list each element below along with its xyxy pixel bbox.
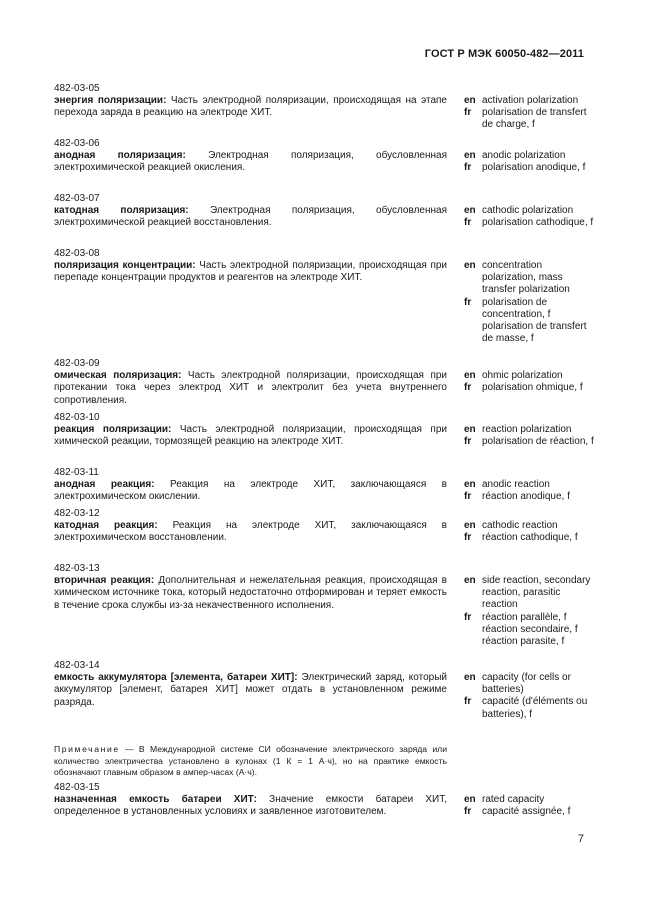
translation-en: cathodic reaction: [482, 520, 558, 531]
translations: [464, 150, 594, 174]
term-name: катодная поляризация:: [54, 205, 189, 217]
lang-code-en: en: [464, 370, 476, 381]
document-header: ГОСТ Р МЭК 60050-482—2011: [424, 48, 584, 60]
term-definition: Электрический заряд, который аккумулятор [элемент, батарея ХИТ] может отдать в установленном режиме разряда.: [54, 672, 447, 708]
note-paragraph: [54, 744, 447, 779]
term-name: омическая поляризация:: [54, 370, 182, 382]
translations: [464, 794, 594, 818]
translations: [464, 575, 594, 648]
term-code: 482-03-15: [54, 782, 100, 793]
translation-fr: capacité assignée, f: [482, 806, 571, 818]
translations: [464, 672, 594, 721]
term-definition: Дополнительная и нежелательная реакция, происходящая в химическом источнике тока, который недостаточно отформирован и теряет емкость в течение срока службы из-за некачественного исполнения.: [54, 575, 447, 611]
translation-fr: réaction parallèle, f réaction secondaire, f réaction parasite, f: [482, 611, 578, 648]
lang-code-en: en: [464, 575, 476, 586]
term-definition: Часть электродной поляризации, происходящая на этапе перехода заряда в реакцию на электроде ХИТ.: [54, 95, 447, 119]
translation-en: reaction polarization: [482, 424, 572, 435]
term-definition: Часть электродной поляризации, происходящая при перепаде концентрации продуктов и реагентов на электроде ХИТ.: [54, 260, 448, 284]
term-code: 482-03-14: [54, 660, 100, 671]
term-definition-block: [54, 248, 447, 285]
lang-code-en: en: [464, 205, 476, 216]
lang-code-fr: fr: [464, 611, 472, 623]
translation-en: ohmic polarization: [482, 370, 563, 381]
term-definition-block: [54, 138, 447, 175]
term-definition-block: [54, 467, 447, 504]
term-code: 482-03-09: [54, 358, 100, 369]
term-name: анодная реакция:: [54, 479, 155, 491]
lang-code-en: en: [464, 424, 476, 435]
term-definition: Часть электродной поляризации, происходящая при протекании тока через электрод ХИТ и электролит без учета внутреннего сопротивления.: [54, 370, 448, 406]
term-code: 482-03-13: [54, 563, 100, 574]
translation-fr: polarisation cathodique, f: [482, 217, 594, 229]
lang-code-en: en: [464, 479, 476, 490]
lang-code-en: en: [464, 672, 476, 683]
translation-fr: polarisation de réaction, f: [482, 436, 594, 448]
translation-en: anodic reaction: [482, 479, 550, 490]
lang-code-fr: fr: [464, 217, 472, 229]
term-definition: Значение емкости батареи ХИТ, определенное в установленных условиях и заявленное изготовителем.: [54, 794, 447, 818]
translation-en: activation polarization: [482, 95, 579, 106]
term-name: катодная реакция:: [54, 520, 158, 532]
lang-code-fr: fr: [464, 806, 472, 818]
term-name: энергия поляризации:: [54, 95, 167, 107]
term-name: поляризация концентрации:: [54, 260, 196, 272]
translations: [464, 95, 594, 132]
lang-code-fr: fr: [464, 532, 472, 544]
translations: [464, 479, 594, 503]
translation-en: rated capacity: [482, 794, 545, 805]
term-code: 482-03-10: [54, 412, 100, 423]
translation-en: side reaction, secondary reaction, parasitic reaction: [482, 575, 591, 611]
translations: [464, 205, 594, 229]
translation-fr: polarisation anodique, f: [482, 162, 586, 174]
term-name: вторичная реакция:: [54, 575, 155, 587]
translations: [464, 520, 594, 544]
term-definition-block: [54, 660, 447, 709]
term-definition-block: [54, 193, 447, 230]
term-definition-block: [54, 358, 447, 407]
term-name: назначенная емкость батареи ХИТ:: [54, 794, 257, 806]
lang-code-fr: fr: [464, 162, 472, 174]
lang-code-fr: fr: [464, 696, 472, 708]
page-number: 7: [577, 833, 584, 845]
lang-code-en: en: [464, 150, 476, 161]
term-name: емкость аккумулятора [элемента, батареи ХИТ]:: [54, 672, 298, 684]
translation-en: concentration polarization, mass transfer polarization: [482, 260, 570, 296]
term-code: 482-03-11: [54, 467, 99, 478]
translation-fr: polarisation de concentration, f polarisation de transfert de masse, f: [482, 296, 587, 345]
lang-code-en: en: [464, 95, 476, 106]
translations: [464, 260, 594, 345]
translation-fr: réaction anodique, f: [482, 491, 570, 503]
term-definition-block: [54, 782, 447, 819]
note-text: — В Международной системе СИ обозначение электрического заряда или количество электричества установлено в кулонах (1 К = 1 А·ч), но на практике емкость обозначают главным образом в ампер-часах (А·ч).: [54, 744, 447, 778]
lang-code-fr: fr: [464, 491, 472, 503]
translation-en: anodic polarization: [482, 150, 566, 161]
lang-code-fr: fr: [464, 436, 472, 448]
term-definition-block: [54, 563, 447, 612]
translation-fr: réaction cathodique, f: [482, 532, 578, 544]
term-code: 482-03-07: [54, 193, 100, 204]
lang-code-en: en: [464, 260, 476, 271]
term-name: анодная поляризация:: [54, 150, 186, 162]
term-definition: Часть электродной поляризации, происходящая при химической реакции, тормозящей реакцию на электроде ХИТ.: [54, 424, 447, 448]
term-definition: Реакция на электроде ХИТ, заключающаяся в электрохимическом окислении.: [54, 479, 447, 503]
lang-code-en: en: [464, 794, 476, 805]
term-code: 482-03-12: [54, 508, 100, 519]
translation-fr: polarisation de transfert de charge, f: [482, 107, 587, 131]
term-definition: Электродная поляризация, обусловленная электрохимической реакцией восстановления.: [54, 205, 447, 229]
term-definition: Электродная поляризация, обусловленная электрохимической реакцией окисления.: [54, 150, 447, 174]
term-code: 482-03-08: [54, 248, 100, 259]
translations: [464, 424, 594, 448]
term-name: реакция поляризации:: [54, 424, 172, 436]
translation-en: cathodic polarization: [482, 205, 574, 216]
translations: [464, 370, 594, 394]
lang-code-fr: fr: [464, 382, 472, 394]
term-code: 482-03-06: [54, 138, 100, 149]
term-definition: Реакция на электроде ХИТ, заключающаяся в электрохимическом восстановлении.: [54, 520, 447, 544]
lang-code-fr: fr: [464, 296, 472, 308]
translation-en: capacity (for cells or batteries): [482, 672, 571, 696]
term-definition-block: [54, 83, 447, 120]
translation-fr: capacité (d'éléments ou batteries), f: [482, 696, 588, 720]
lang-code-en: en: [464, 520, 476, 531]
term-definition-block: [54, 508, 447, 545]
term-code: 482-03-05: [54, 83, 100, 94]
term-definition-block: [54, 412, 447, 449]
lang-code-fr: fr: [464, 107, 472, 119]
note-label: Примечание: [54, 744, 120, 754]
translation-fr: polarisation ohmique, f: [482, 382, 583, 394]
